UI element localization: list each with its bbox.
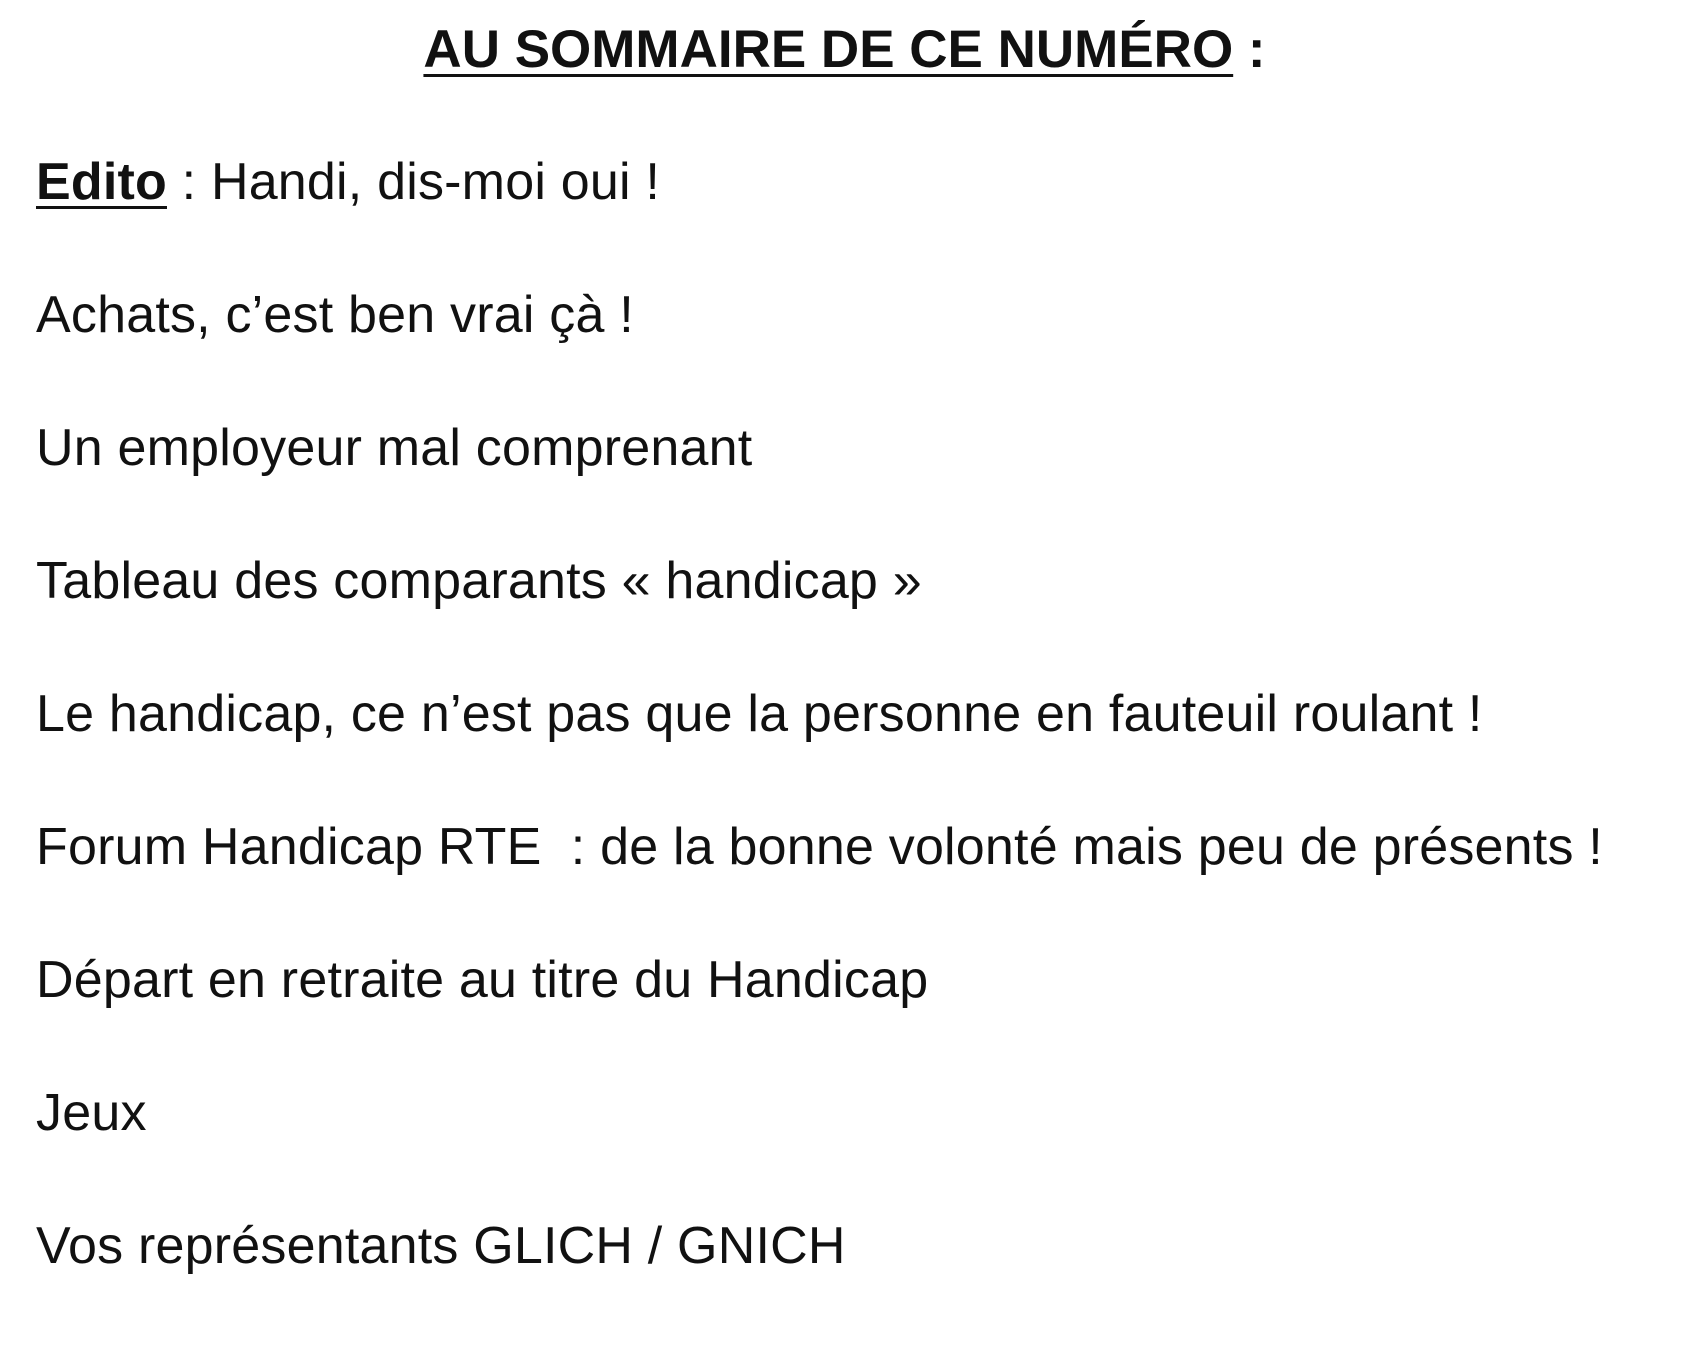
toc-item: Achats, c’est ben vrai çà ! bbox=[36, 286, 634, 344]
toc-item-edito bbox=[36, 150, 1603, 283]
page-title bbox=[0, 18, 1689, 82]
toc-item: Le handicap, ce n’est pas que la personne en fauteuil roulant ! bbox=[36, 685, 1483, 743]
page-title-suffix: : bbox=[1233, 20, 1266, 79]
page-title-text: AU SOMMAIRE DE CE NUMÉRO bbox=[423, 20, 1234, 79]
edito-text: Handi, dis-moi oui ! bbox=[210, 153, 661, 211]
toc-item: Vos représentants GLICH / GNICH bbox=[36, 1217, 846, 1275]
table-of-contents bbox=[36, 150, 1603, 1347]
edito-label: Edito bbox=[36, 153, 167, 211]
toc-item: Départ en retraite au titre du Handicap bbox=[36, 951, 929, 1009]
edito-separator: : bbox=[166, 153, 211, 211]
toc-item: Forum Handicap RTE : de la bonne volonté mais peu de présents ! bbox=[36, 818, 1603, 876]
toc-item: Jeux bbox=[36, 1084, 147, 1142]
toc-item: Tableau des comparants « handicap » bbox=[36, 552, 922, 610]
toc-item: Un employeur mal comprenant bbox=[36, 419, 753, 477]
